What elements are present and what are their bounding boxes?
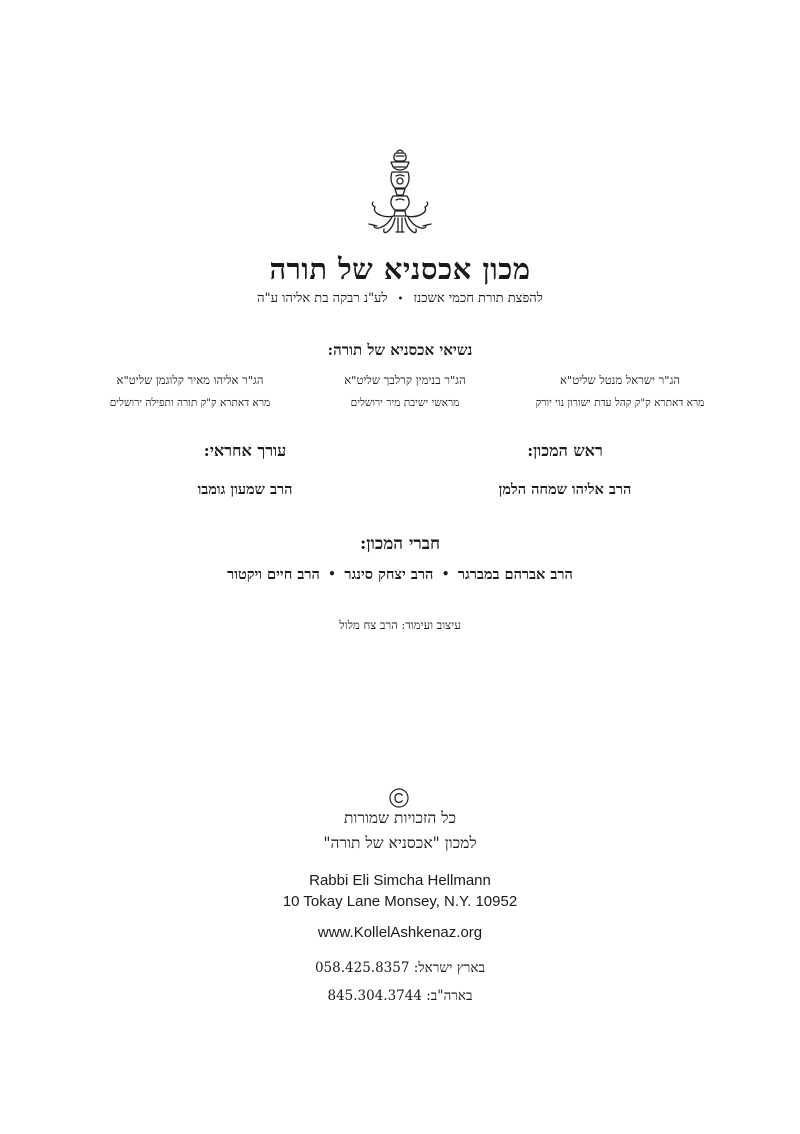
board-member-name: הג"ר אליהו מאיר קלוגמן שליט"א bbox=[116, 373, 264, 387]
member-separator: • bbox=[327, 567, 337, 583]
members-heading: חברי המכון: bbox=[359, 534, 441, 554]
contact-address: 10 Tokay Lane Monsey, N.Y. 10952 bbox=[282, 893, 518, 910]
board-member bbox=[510, 373, 730, 409]
board-member-desc: מראשי ישיבת מיר ירושלים bbox=[350, 397, 460, 409]
members-list bbox=[0, 566, 800, 584]
rights-reserved: כל הזכויות שמורות bbox=[343, 809, 457, 827]
member-name: הרב יצחק סינגר bbox=[344, 566, 434, 583]
contact-name: Rabbi Eli Simcha Hellmann bbox=[309, 872, 491, 889]
chief-editor bbox=[135, 441, 355, 499]
copyright-icon bbox=[388, 787, 410, 809]
member-name: הרב אברהם במברגר bbox=[457, 566, 573, 583]
subtitle-purpose: להפצת תורת חכמי אשכנז bbox=[413, 291, 543, 306]
board-member-name: הג"ר בנימין קרלבך שליט"א bbox=[344, 373, 466, 387]
subtitle-separator: • bbox=[397, 294, 404, 305]
phone-number[interactable]: 058.425.8357 bbox=[314, 960, 410, 976]
board-member bbox=[80, 373, 300, 409]
board-member bbox=[295, 373, 515, 409]
board-member-name: הג"ר ישראל מנטל שליט"א bbox=[560, 373, 680, 387]
institute-head-title: ראש המכון: bbox=[527, 441, 603, 460]
chief-editor-name: הרב שמעון גומבו bbox=[197, 481, 293, 498]
board-member-desc: מרא דאתרא ק"ק תורה ותפילה ירושלים bbox=[109, 397, 271, 409]
phone-israel bbox=[300, 960, 500, 976]
institute-head-name: הרב אליהו שמחה הלמן bbox=[498, 481, 632, 498]
institute-head bbox=[455, 441, 675, 499]
member-name: הרב חיים ויקטור bbox=[227, 566, 320, 583]
menorah-emblem-icon bbox=[365, 148, 435, 240]
institute-title: מכון אכסניא של תורה bbox=[269, 252, 531, 286]
rights-owner: למכון "אכסניא של תורה" bbox=[323, 834, 477, 852]
chief-editor-title: עורך אחראי: bbox=[203, 441, 287, 460]
phone-label: בארץ ישראל: bbox=[413, 960, 486, 976]
website-link[interactable]: www.KollelAshkenaz.org bbox=[317, 924, 483, 941]
phone-number[interactable]: 845.304.3744 bbox=[327, 988, 422, 1004]
board-heading: נשיאי אכסניא של תורה: bbox=[327, 341, 473, 359]
phone-label: בארה"ב: bbox=[426, 988, 473, 1004]
member-separator: • bbox=[441, 567, 450, 583]
design-credit: עיצוב ועימוד: הרב צח מלול bbox=[339, 618, 461, 632]
institute-subtitle bbox=[0, 290, 800, 306]
phone-usa bbox=[300, 988, 500, 1004]
subtitle-dedication: לע"נ רבקה בת אליהו ע"ה bbox=[257, 291, 388, 306]
board-member-desc: מרא דאתרא ק"ק קהל עדת ישורון נוי יורק bbox=[535, 397, 705, 409]
